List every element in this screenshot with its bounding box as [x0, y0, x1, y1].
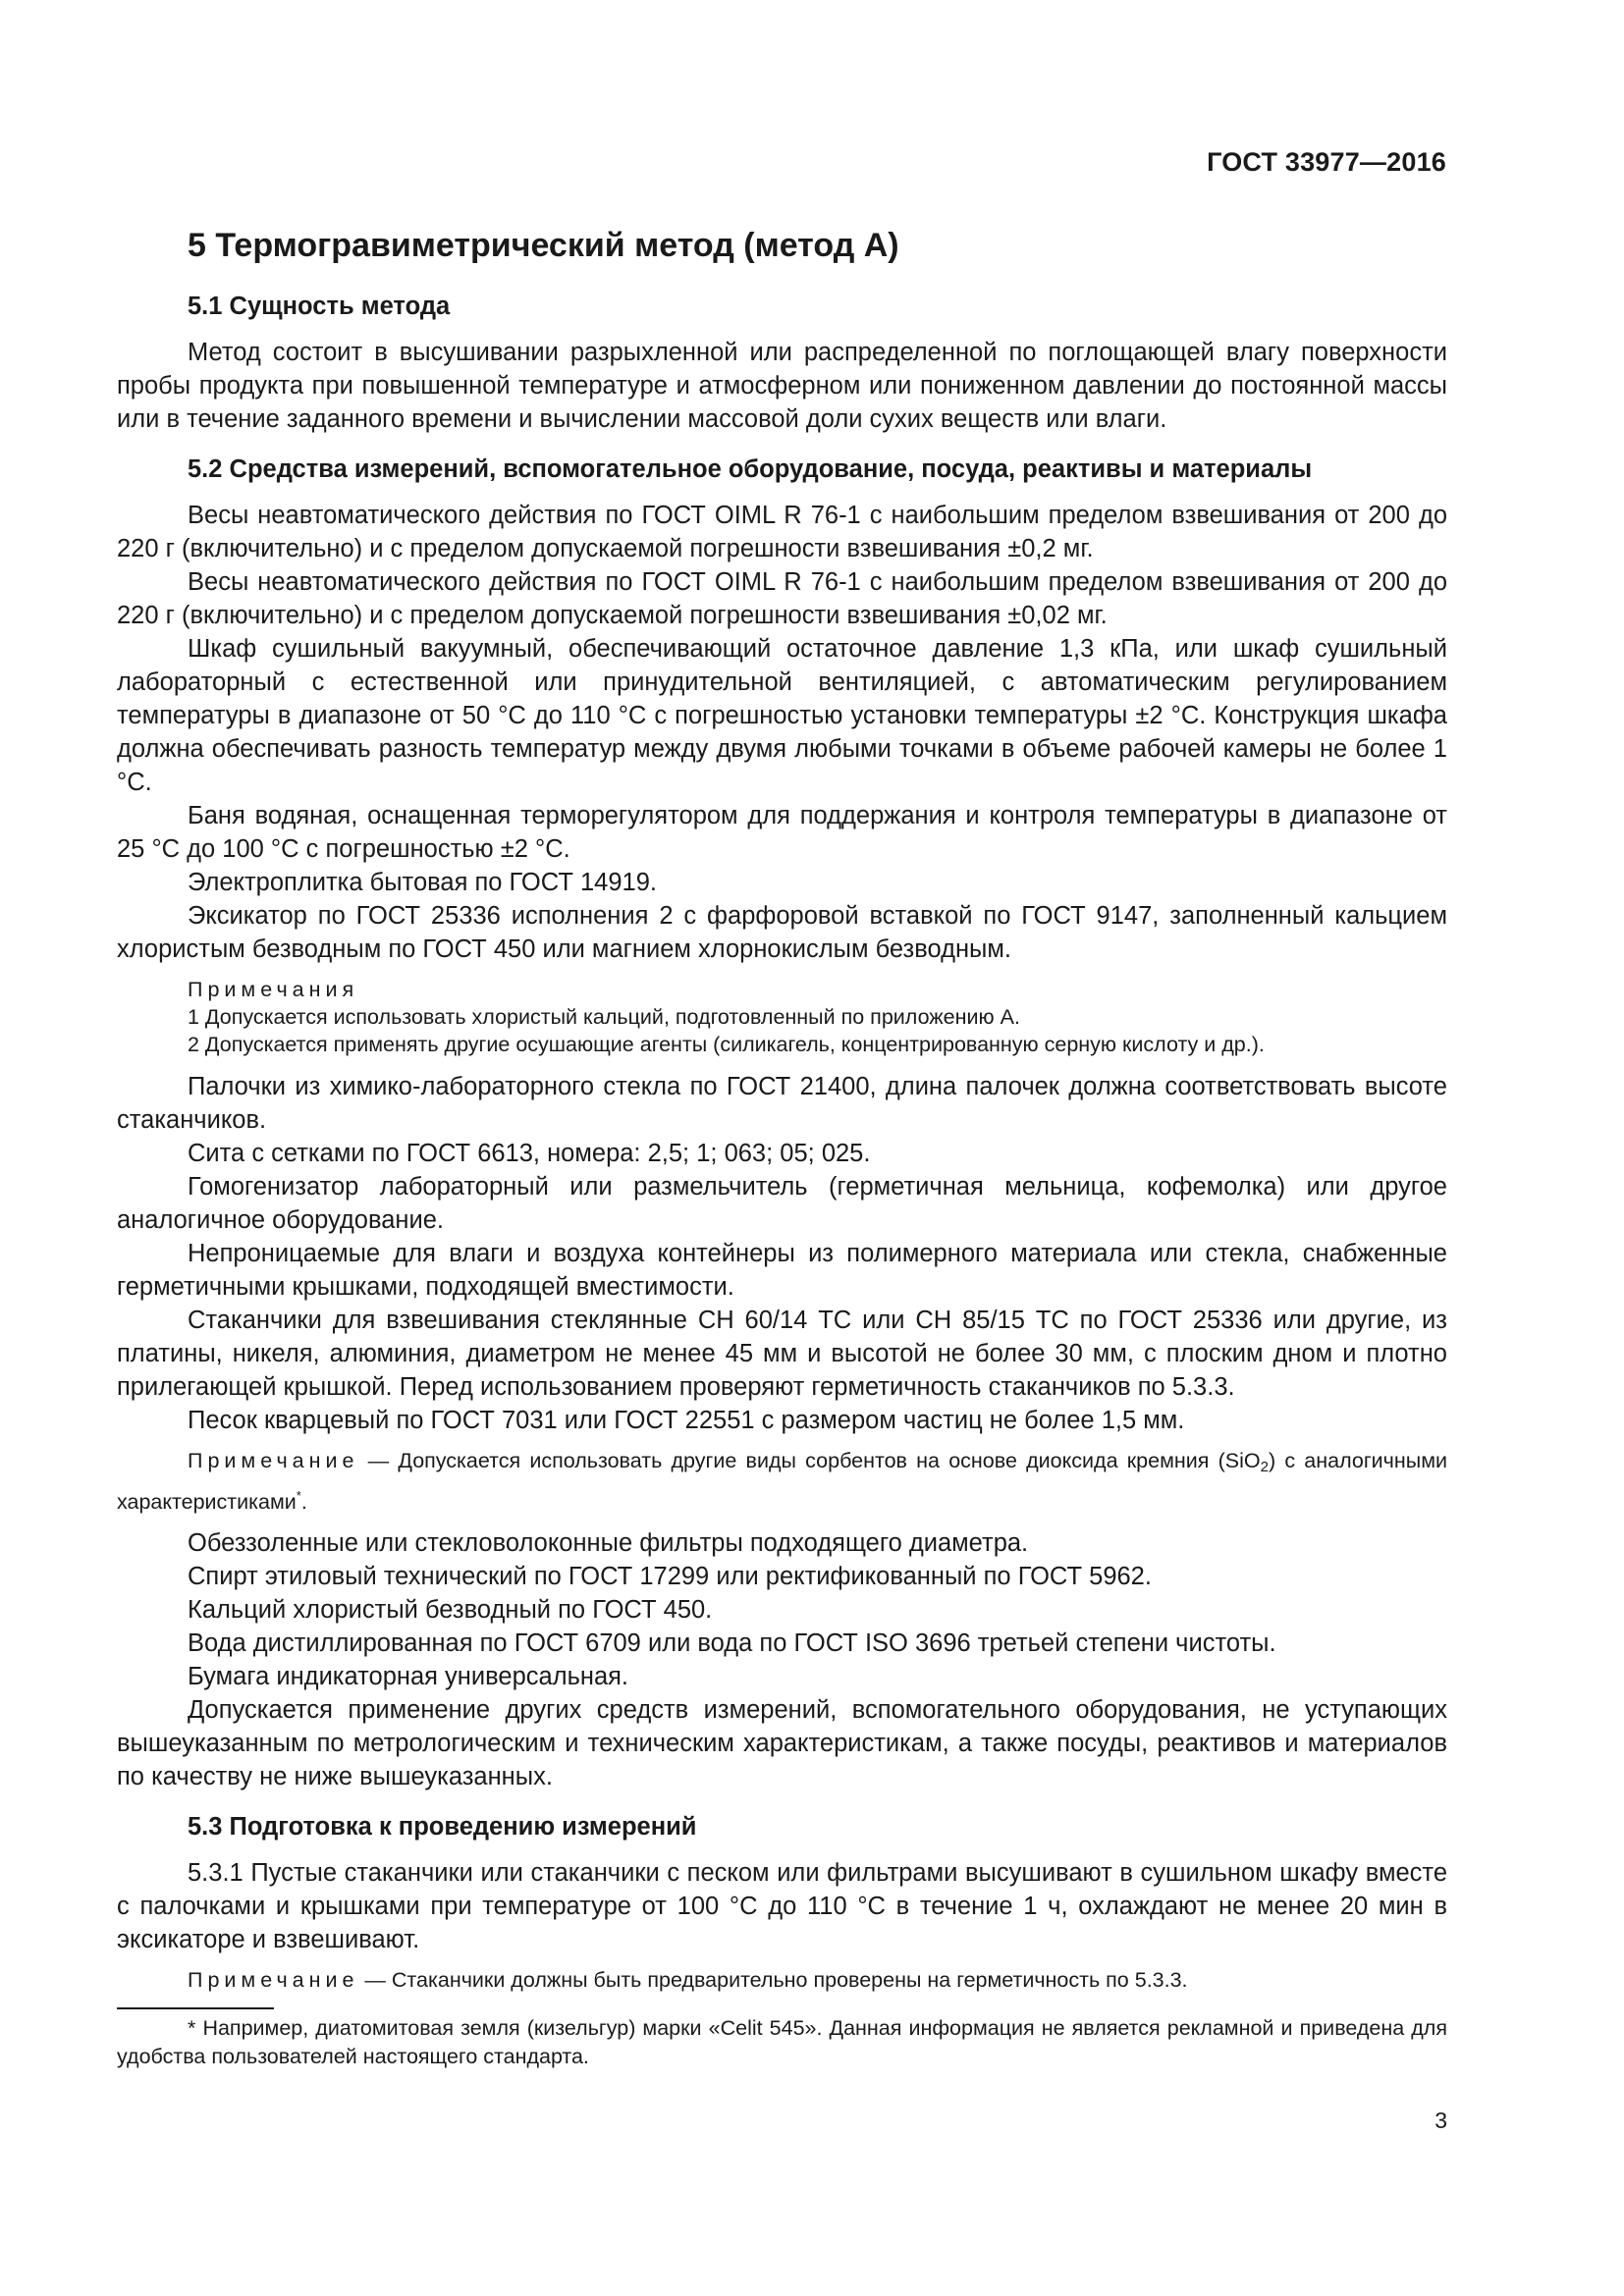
paragraph: Метод состоит в высушивании разрыхленной или распределенной по поглощающей влагу поверхности пробы продукта при повышенной температуре и атмосферном или пониженном давлении до постоянной массы или в течение заданного времени и вычислении массовой доли сухих веществ или влаги. — [117, 339, 1447, 433]
footnote-mark: * — [296, 1488, 301, 1503]
paragraph: Стаканчики для взвешивания стеклянные СН 60/14 ТС или СН 85/15 ТС по ГОСТ 25336 или другие, из платины, никеля, алюминия, диаметром не менее 45 мм и высотой не более 30 мм, с плоским дном и плотно прилегающей крышкой. Перед использованием проверяют герметичность стаканчиков по 5.3.3. — [117, 1307, 1447, 1401]
paragraph: Шкаф сушильный вакуумный, обеспечивающий остаточное давление 1,3 кПа, или шкаф сушильный лабораторный с естественной или принудительной вентиляцией, с автоматическим регулированием температуры в диапазоне от 50 °С до 110 °С с погрешностью установки температуры ±2 °С. Конструкция шкафа должна обеспечивать разность температур между двумя любыми точками в объеме рабочей камеры не более 1 °С. — [117, 635, 1447, 796]
note-label: Примечание — [188, 1968, 359, 1992]
section-5-title: 5 Термогравиметрический метод (метод А) — [188, 227, 899, 264]
paragraph: Баня водяная, оснащенная терморегулятором для поддержания и контроля температуры в диапазоне от 25 °С до 100 °С с погрешностью ±2 °С. — [117, 802, 1447, 863]
footnote: * Например, диатомитовая земля (кизельгур) марки «Celit 545». Данная информация не является рекламной и приведена для удобства пользователей настоящего стандарта. — [117, 2016, 1447, 2068]
note-item: 2 Допускается применять другие осушающие агенты (силикагель, концентрированную серную кислоту и др.). — [188, 1033, 1265, 1056]
paragraph: Палочки из химико-лабораторного стекла по ГОСТ 21400, длина палочек должна соответствовать высоте стаканчиков. — [117, 1073, 1447, 1134]
note-item: 1 Допускается использовать хлористый кальций, подготовленный по приложению А. — [188, 1005, 1020, 1029]
paragraph: Эксикатор по ГОСТ 25336 исполнения 2 с фарфоровой вставкой по ГОСТ 9147, заполненный кальцием хлористым безводным по ГОСТ 450 или магнием хлорнокислым безводным. — [117, 902, 1447, 963]
subscript: 2 — [1260, 1459, 1269, 1475]
paragraph: Весы неавтоматического действия по ГОСТ OIML R 76-1 с наибольшим пределом взвешивания от 200 до 220 г (включительно) и с пределом допускаемой погрешности взвешивания ±0,02 мг. — [117, 568, 1447, 629]
page-number: 3 — [1435, 2108, 1447, 2133]
section-5-3-title: 5.3 Подготовка к проведению измерений — [188, 1813, 697, 1841]
note-text: — Стаканчики должны быть предварительно проверены на герметичность по 5.3.3. — [358, 1968, 1188, 1992]
notes-block — [117, 976, 1447, 1058]
paragraph: Весы неавтоматического действия по ГОСТ OIML R 76-1 с наибольшим пределом взвешивания от 200 до 220 г (включительно) и с пределом допускаемой погрешности взвешивания ±0,2 мг. — [117, 502, 1447, 562]
paragraph: Допускается применение других средств измерений, вспомогательного оборудования, не уступающих вышеуказанным по метрологическим и техническим характеристикам, а также посуды, реактивов и материалов по качеству не ниже вышеуказанных. — [117, 1696, 1447, 1790]
paragraph: Сита с сетками по ГОСТ 6613, номера: 2,5; 1; 063; 05; 025. — [188, 1140, 871, 1167]
note-text: — Допускается использовать другие виды сорбентов на основе диоксида кремния (SiO — [358, 1449, 1261, 1472]
paragraph: Песок кварцевый по ГОСТ 7031 или ГОСТ 22551 с размером частиц не более 1,5 мм. — [188, 1407, 1185, 1434]
paragraph: Гомогенизатор лабораторный или размельчитель (герметичная мельница, кофемолка) или другое аналогичное оборудование. — [117, 1173, 1447, 1234]
paragraph: Бумага индикаторная универсальная. — [188, 1663, 629, 1690]
paragraph: Обеззоленные или стекловолоконные фильтры подходящего диаметра. — [188, 1529, 1029, 1557]
note-label: Примечание — [188, 1449, 359, 1472]
note-text: . — [300, 1490, 307, 1514]
note-sorbents — [117, 1447, 1447, 1517]
paragraph: Кальций хлористый безводный по ГОСТ 450. — [188, 1596, 713, 1624]
note-glasses — [117, 1966, 1447, 1995]
paragraph: Непроницаемые для влаги и воздуха контейнеры из полимерного материала или стекла, снабженные герметичными крышками, подходящей вместимости. — [117, 1240, 1447, 1301]
footnote-divider — [117, 2007, 274, 2009]
section-5-1-title: 5.1 Сущность метода — [188, 293, 451, 320]
paragraph: 5.3.1 Пустые стаканчики или стаканчики с песком или фильтрами высушивают в сушильном шкафу вместе с палочками и крышками при температуре от 100 °С до 110 °С в течение 1 ч, охлаждают не менее 20 мин в эксикаторе и взвешивают. — [117, 1859, 1447, 1953]
paragraph: Электроплитка бытовая по ГОСТ 14919. — [188, 869, 657, 896]
paragraph: Вода дистиллированная по ГОСТ 6709 или вода по ГОСТ ISO 3696 третьей степени чистоты. — [188, 1629, 1276, 1657]
note-text: ) с аналогичными характеристиками — [117, 1449, 1447, 1514]
document-code: ГОСТ 33977—2016 — [1207, 147, 1446, 177]
notes-heading: Примечания — [188, 978, 359, 1001]
page-content — [117, 224, 1447, 1995]
section-5-2-title: 5.2 Средства измерений, вспомогательное оборудование, посуда, реактивы и материалы — [188, 455, 1313, 483]
paragraph: Спирт этиловый технический по ГОСТ 17299 или ректификованный по ГОСТ 5962. — [188, 1563, 1152, 1590]
